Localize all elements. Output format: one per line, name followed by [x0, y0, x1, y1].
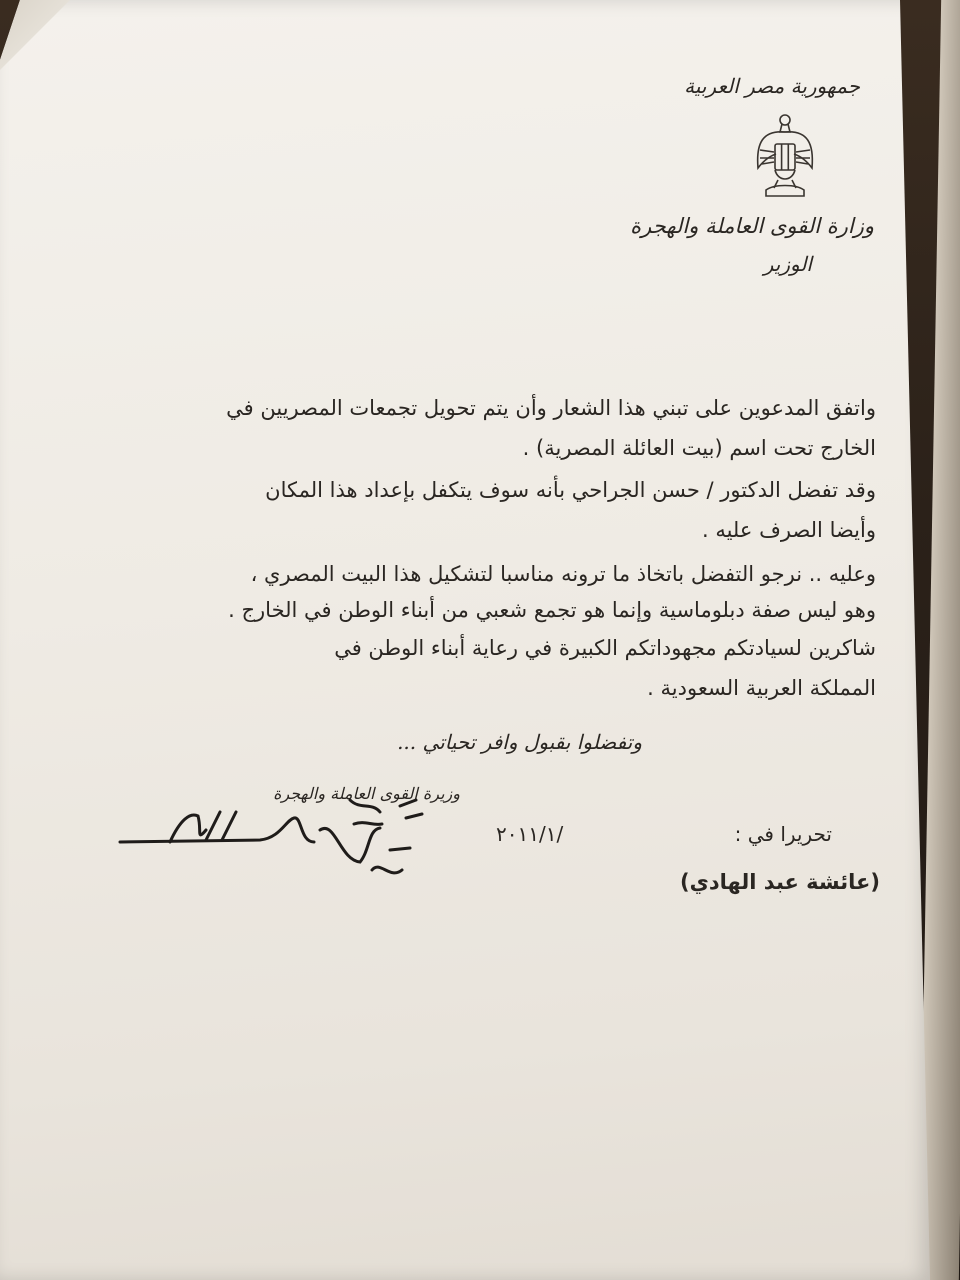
- letterhead-country: جمهورية مصر العربية: [684, 74, 860, 98]
- eagle-emblem-icon: [752, 110, 818, 202]
- signatory-name: (عائشة عبد الهادي): [680, 870, 880, 894]
- body-line: الخارج تحت اسم (بيت العائلة المصرية) .: [522, 436, 876, 460]
- body-line: وأيضا الصرف عليه .: [701, 518, 876, 542]
- body-line: المملكة العربية السعودية .: [647, 676, 876, 700]
- body-line: وعليه .. نرجو التفضل باتخاذ ما ترونه مناسبا لتشكيل هذا البيت المصري ،: [250, 562, 876, 586]
- letterhead-ministry: وزارة القوى العاملة والهجرة: [630, 214, 874, 238]
- letterhead-minister-title: الوزير: [763, 252, 812, 276]
- signature-ministry-title: وزيرة القوى العاملة والهجرة: [273, 784, 460, 803]
- body-line: وهو ليس صفة دبلوماسية وإنما هو تجمع شعبي من أبناء الوطن في الخارج .: [228, 598, 876, 622]
- closing-salutation: وتفضلوا بقبول وافر تحياتي ...: [397, 730, 642, 754]
- body-line: وقد تفضل الدكتور / حسن الجراحي بأنه سوف يتكفل بإعداد هذا المكان: [265, 478, 876, 502]
- date-value: ٢٠١١/١/: [496, 822, 564, 846]
- body-line: واتفق المدعوين على تبني هذا الشعار وأن يتم تحويل تجمعات المصريين في: [226, 396, 876, 420]
- body-line: شاكرين لسيادتكم مجهوداتكم الكبيرة في رعاية أبناء الوطن في: [334, 636, 876, 660]
- handwritten-signature-icon: [110, 790, 440, 910]
- date-label: تحريرا في :: [734, 822, 832, 846]
